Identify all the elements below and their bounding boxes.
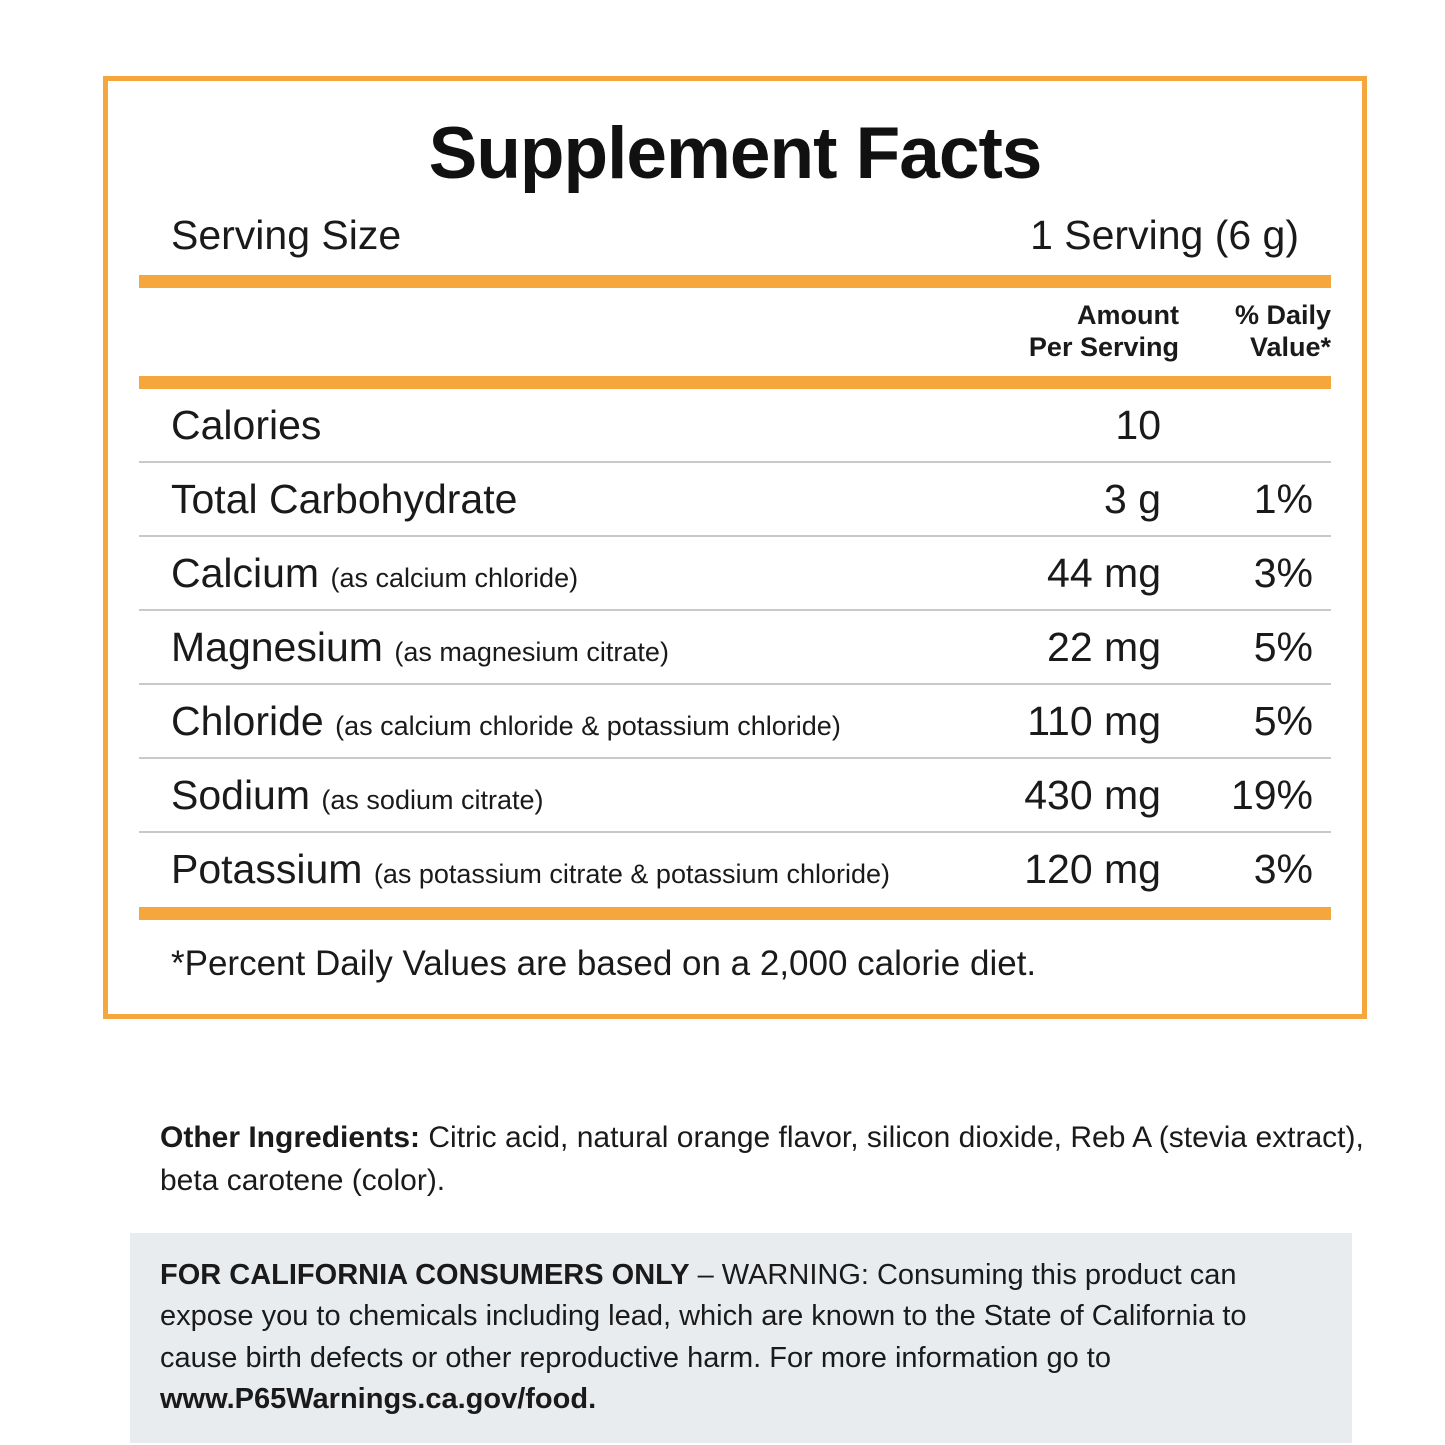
nutrient-label: Magnesium xyxy=(171,623,383,670)
nutrient-source: (as magnesium citrate) xyxy=(394,636,669,667)
nutrient-daily-value: 1% xyxy=(1253,475,1313,522)
nutrient-source: (as potassium citrate & potassium chloride) xyxy=(373,858,891,889)
table-row xyxy=(139,537,1331,609)
divider-thick-header xyxy=(139,376,1331,389)
nutrient-amount: 110 mg xyxy=(1027,697,1161,744)
nutrient-name xyxy=(139,772,911,819)
column-header-amount xyxy=(929,300,1179,364)
nutrient-name xyxy=(139,624,911,671)
divider-thick-top xyxy=(139,275,1331,288)
warning-heading: FOR CALIFORNIA CONSUMERS ONLY xyxy=(160,1259,690,1291)
nutrient-amount: 44 mg xyxy=(1047,549,1161,596)
other-ingredients xyxy=(160,1117,1370,1202)
nutrient-label: Chloride xyxy=(171,697,324,744)
nutrient-name xyxy=(139,550,911,597)
nutrient-daily-value: 5% xyxy=(1253,623,1313,670)
warning-body: – WARNING: Consuming this product can expose you to chemicals including lead, which are known to the State of California to cause birth defects or other reproductive harm. For more information go to xyxy=(160,1259,1247,1374)
nutrient-source: (as calcium chloride) xyxy=(330,562,579,593)
nutrient-daily-value: 3% xyxy=(1253,549,1313,596)
other-ingredients-label: Other Ingredients: xyxy=(160,1121,421,1154)
other-ingredients-text: Citric acid, natural orange flavor, silicon dioxide, Reb A (stevia extract), beta carotene (color). xyxy=(160,1121,1364,1197)
table-row xyxy=(139,759,1331,831)
nutrient-amount: 22 mg xyxy=(1047,623,1161,670)
nutrient-amount: 120 mg xyxy=(1024,845,1161,892)
nutrient-label: Calcium xyxy=(171,549,320,596)
table-row xyxy=(139,463,1331,535)
supplement-facts-panel xyxy=(103,76,1367,1019)
table-row xyxy=(139,611,1331,683)
nutrient-label: Calories xyxy=(171,401,322,448)
nutrient-daily-value: 19% xyxy=(1230,771,1313,818)
column-header-amount-line1: Amount xyxy=(1077,300,1179,330)
nutrient-amount: 10 xyxy=(1115,401,1161,448)
table-header xyxy=(139,288,1331,374)
nutrient-label: Total Carbohydrate xyxy=(171,475,518,522)
column-header-dv-line1: % Daily xyxy=(1234,300,1331,330)
nutrient-amount: 430 mg xyxy=(1024,771,1161,818)
table-row xyxy=(139,389,1331,461)
nutrient-name xyxy=(139,698,911,745)
table-row xyxy=(139,685,1331,757)
column-header-daily-value xyxy=(1179,300,1331,364)
california-prop65-warning xyxy=(130,1233,1352,1443)
page-title: Supplement Facts xyxy=(428,113,1042,194)
column-header-amount-line2: Per Serving xyxy=(1028,331,1179,362)
nutrient-name xyxy=(139,846,911,893)
nutrient-source: (as sodium citrate) xyxy=(321,784,544,815)
nutrient-source: (as calcium chloride & potassium chloride) xyxy=(335,710,841,741)
divider-thick-bottom xyxy=(139,907,1331,920)
warning-link[interactable]: www.P65Warnings.ca.gov/food. xyxy=(160,1383,597,1416)
nutrient-daily-value: 5% xyxy=(1253,697,1313,744)
nutrient-amount: 3 g xyxy=(1104,475,1161,522)
serving-size-row xyxy=(139,196,1331,273)
nutrient-label: Sodium xyxy=(171,771,311,818)
nutrient-label: Potassium xyxy=(171,845,363,892)
column-header-dv-line2: Value* xyxy=(1249,331,1331,362)
nutrient-rows xyxy=(139,389,1331,905)
serving-size-label: Serving Size xyxy=(171,212,402,258)
nutrient-name xyxy=(139,402,911,449)
daily-value-footnote: *Percent Daily Values are based on a 2,000 calorie diet. xyxy=(171,943,1037,983)
serving-size-value: 1 Serving (6 g) xyxy=(1030,212,1299,258)
nutrient-name xyxy=(139,476,911,523)
table-row xyxy=(139,833,1331,905)
nutrient-daily-value: 3% xyxy=(1253,845,1313,892)
